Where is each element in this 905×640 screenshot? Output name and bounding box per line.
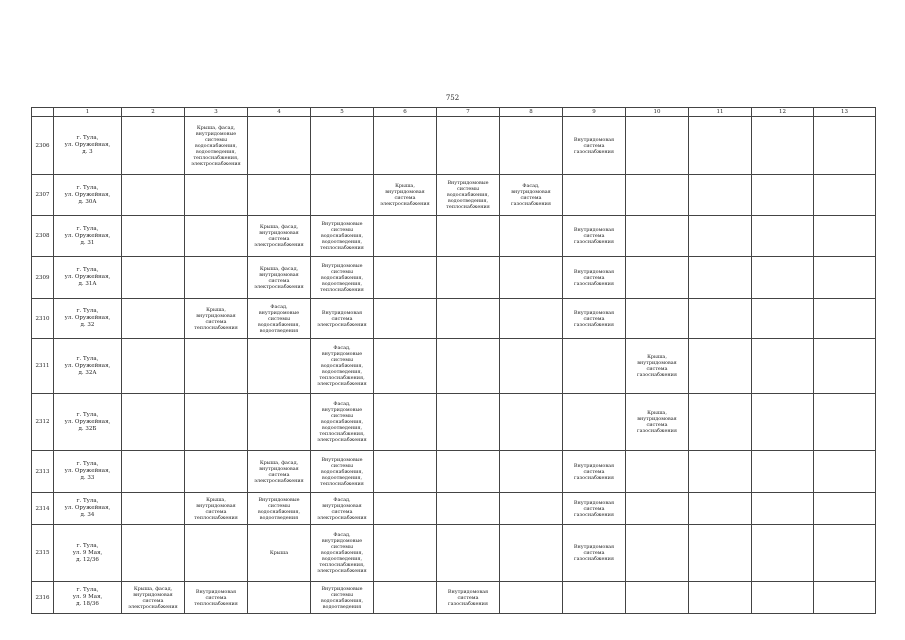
work-type-cell	[374, 493, 437, 525]
address-cell: г. Тула, ул. Оружейная, д. 3	[54, 117, 122, 175]
work-type-cell	[752, 339, 814, 394]
address-cell: г. Тула, ул. Оружейная, д. 32Б	[54, 394, 122, 451]
work-type-cell	[374, 451, 437, 493]
work-type-cell	[500, 257, 563, 299]
work-type-cell	[248, 117, 311, 175]
work-type-cell	[626, 117, 689, 175]
work-type-cell: Внутридомовая система газоснабжения	[563, 451, 626, 493]
work-type-cell	[689, 493, 752, 525]
work-type-cell	[814, 525, 876, 582]
work-type-cell: Внутридомовые системы водоснабжения, водоотведения, теплоснабжения	[311, 257, 374, 299]
work-type-cell	[814, 394, 876, 451]
work-type-cell	[185, 257, 248, 299]
work-type-cell	[752, 394, 814, 451]
work-type-cell	[437, 394, 500, 451]
header-cell-empty	[32, 108, 54, 117]
row-number: 2312	[32, 394, 54, 451]
table-row	[32, 493, 876, 525]
work-type-cell	[626, 175, 689, 216]
table-row	[32, 582, 876, 614]
work-type-cell	[752, 216, 814, 257]
work-type-cell	[626, 525, 689, 582]
work-type-cell: Внутридомовая система газоснабжения	[563, 117, 626, 175]
work-type-cell	[374, 525, 437, 582]
column-header: 6	[374, 108, 437, 117]
work-type-cell: Крыша, фасад, внутридомовая система электроснабжения	[122, 582, 185, 614]
work-type-cell: Внутридомовая система электроснабжения	[311, 299, 374, 339]
work-type-cell	[500, 525, 563, 582]
work-type-cell: Внутридомовая система газоснабжения	[563, 257, 626, 299]
work-type-cell: Фасад, внутридомовые системы водоснабжения, водоотведения, теплоснабжения, электроснабжения	[311, 525, 374, 582]
work-type-cell	[626, 582, 689, 614]
table-row	[32, 394, 876, 451]
work-type-cell	[500, 451, 563, 493]
work-type-cell: Крыша, фасад, внутридомовая система электроснабжения	[248, 451, 311, 493]
work-type-cell	[122, 117, 185, 175]
work-type-cell: Внутридомовая система газоснабжения	[563, 493, 626, 525]
page-number: 752	[445, 94, 460, 102]
row-number: 2307	[32, 175, 54, 216]
work-type-cell: Крыша, внутридомовая система газоснабжения	[626, 339, 689, 394]
row-number: 2309	[32, 257, 54, 299]
work-type-cell	[437, 525, 500, 582]
work-type-cell	[185, 216, 248, 257]
work-type-cell	[500, 117, 563, 175]
work-type-cell	[311, 117, 374, 175]
work-type-cell	[122, 394, 185, 451]
work-type-cell: Внутридомовые системы водоснабжения, водоотведения, теплоснабжения	[437, 175, 500, 216]
work-type-cell	[122, 525, 185, 582]
work-type-cell: Фасад, внутридомовые системы водоснабжения, водоотведения, теплоснабжения, электроснабжения	[311, 339, 374, 394]
work-type-cell	[689, 525, 752, 582]
table-row	[32, 257, 876, 299]
work-type-cell	[626, 216, 689, 257]
work-type-cell	[185, 175, 248, 216]
work-type-cell	[689, 582, 752, 614]
column-header: 5	[311, 108, 374, 117]
work-type-cell	[122, 493, 185, 525]
work-type-cell	[437, 299, 500, 339]
work-type-cell	[374, 257, 437, 299]
address-cell: г. Тула, ул. Оружейная, д. 32	[54, 299, 122, 339]
row-number: 2313	[32, 451, 54, 493]
work-type-cell	[752, 451, 814, 493]
work-type-cell	[689, 257, 752, 299]
work-type-cell	[374, 582, 437, 614]
work-type-cell	[311, 175, 374, 216]
work-type-cell	[689, 175, 752, 216]
work-type-cell	[563, 394, 626, 451]
work-type-cell	[689, 451, 752, 493]
work-type-cell	[185, 451, 248, 493]
work-type-cell: Фасад, внутридомовая система электроснабжения	[311, 493, 374, 525]
work-type-cell	[185, 394, 248, 451]
column-header: 9	[563, 108, 626, 117]
work-type-cell	[814, 175, 876, 216]
header-row	[32, 108, 876, 117]
work-type-cell	[437, 117, 500, 175]
work-type-cell: Внутридомовые системы водоснабжения, водоотведения, теплоснабжения	[311, 451, 374, 493]
work-type-cell: Крыша	[248, 525, 311, 582]
column-header: 2	[122, 108, 185, 117]
work-type-cell: Фасад, внутридомовая система газоснабжения	[500, 175, 563, 216]
column-header: 4	[248, 108, 311, 117]
work-type-cell	[626, 493, 689, 525]
work-type-cell	[563, 175, 626, 216]
address-cell: г. Тула, ул. Оружейная, д. 33	[54, 451, 122, 493]
column-header: 3	[185, 108, 248, 117]
work-type-cell: Крыша, фасад, внутридомовая система электроснабжения	[248, 257, 311, 299]
address-cell: г. Тула, ул. Оружейная, д. 34	[54, 493, 122, 525]
work-type-cell: Крыша, фасад, внутридомовые системы водоснабжения, водоотведения, теплоснабжения, электроснабжения	[185, 117, 248, 175]
work-type-cell	[752, 525, 814, 582]
work-type-cell	[374, 394, 437, 451]
work-type-cell	[689, 216, 752, 257]
work-type-cell: Внутридомовая система газоснабжения	[563, 299, 626, 339]
work-type-cell	[500, 339, 563, 394]
work-type-cell: Внутридомовая система газоснабжения	[563, 216, 626, 257]
table-row	[32, 216, 876, 257]
work-type-cell	[689, 299, 752, 339]
work-type-cell	[752, 117, 814, 175]
work-type-cell	[626, 257, 689, 299]
work-type-cell	[437, 451, 500, 493]
address-cell: г. Тула, ул. Оружейная, д. 30А	[54, 175, 122, 216]
table-row	[32, 525, 876, 582]
work-type-cell	[374, 299, 437, 339]
work-type-cell	[500, 493, 563, 525]
work-type-cell	[563, 339, 626, 394]
work-type-cell	[626, 299, 689, 339]
work-type-cell: Внутридомовая система газоснабжения	[563, 525, 626, 582]
work-type-cell: Внутридомовая система теплоснабжения	[185, 582, 248, 614]
work-type-cell	[122, 299, 185, 339]
column-header: 13	[814, 108, 876, 117]
work-type-cell: Крыша, внутридомовая система теплоснабжения	[185, 493, 248, 525]
work-type-cell	[814, 216, 876, 257]
work-type-cell	[752, 493, 814, 525]
work-type-cell	[374, 216, 437, 257]
work-type-cell	[374, 339, 437, 394]
work-type-cell: Крыша, внутридомовая система теплоснабжения	[185, 299, 248, 339]
work-type-cell: Крыша, фасад, внутридомовая система электроснабжения	[248, 216, 311, 257]
work-type-cell	[437, 257, 500, 299]
work-type-cell: Фасад, внутридомовые системы водоснабжения, водоотведения	[248, 299, 311, 339]
row-number: 2310	[32, 299, 54, 339]
work-type-cell	[437, 339, 500, 394]
work-type-cell	[626, 451, 689, 493]
column-header: 8	[500, 108, 563, 117]
address-cell: г. Тула, ул. Оружейная, д. 31	[54, 216, 122, 257]
work-type-cell	[122, 451, 185, 493]
table-row	[32, 451, 876, 493]
work-type-cell	[437, 493, 500, 525]
work-type-cell	[689, 117, 752, 175]
address-cell: г. Тула, ул. 9 Мая, д. 12/36	[54, 525, 122, 582]
work-type-cell	[752, 582, 814, 614]
row-number: 2306	[32, 117, 54, 175]
work-type-cell	[689, 394, 752, 451]
column-header: 1	[54, 108, 122, 117]
work-type-cell	[122, 257, 185, 299]
table-row	[32, 339, 876, 394]
work-type-cell	[185, 525, 248, 582]
repair-schedule-table	[31, 107, 876, 614]
address-cell: г. Тула, ул. Оружейная, д. 31А	[54, 257, 122, 299]
column-header: 7	[437, 108, 500, 117]
address-cell: г. Тула, ул. Оружейная, д. 32А	[54, 339, 122, 394]
column-header: 12	[752, 108, 814, 117]
work-type-cell	[248, 394, 311, 451]
work-type-cell: Крыша, внутридомовая система газоснабжения	[626, 394, 689, 451]
work-type-cell	[814, 299, 876, 339]
table-row	[32, 299, 876, 339]
work-type-cell	[814, 257, 876, 299]
row-number: 2314	[32, 493, 54, 525]
work-type-cell	[814, 117, 876, 175]
work-type-cell	[563, 582, 626, 614]
work-type-cell	[752, 299, 814, 339]
work-type-cell	[752, 257, 814, 299]
column-header: 11	[689, 108, 752, 117]
work-type-cell	[374, 117, 437, 175]
work-type-cell	[248, 582, 311, 614]
work-type-cell	[814, 493, 876, 525]
work-type-cell: Внутридомовые системы водоснабжения, водоотведения	[248, 493, 311, 525]
row-number: 2308	[32, 216, 54, 257]
work-type-cell: Фасад, внутридомовые системы водоснабжения, водоотведения, теплоснабжения, электроснабжения	[311, 394, 374, 451]
work-type-cell	[248, 175, 311, 216]
row-number: 2315	[32, 525, 54, 582]
address-cell: г. Тула, ул. 9 Мая, д. 18/36	[54, 582, 122, 614]
work-type-cell	[122, 339, 185, 394]
work-type-cell	[814, 339, 876, 394]
work-type-cell	[814, 451, 876, 493]
table-row	[32, 175, 876, 216]
work-type-cell: Внутридомовые системы водоснабжения, водоотведения	[311, 582, 374, 614]
table-row	[32, 117, 876, 175]
work-type-cell	[500, 582, 563, 614]
work-type-cell	[500, 216, 563, 257]
work-type-cell: Внутридомовая система газоснабжения	[437, 582, 500, 614]
work-type-cell	[122, 175, 185, 216]
work-type-cell	[185, 339, 248, 394]
work-type-cell	[122, 216, 185, 257]
row-number: 2311	[32, 339, 54, 394]
work-type-cell	[689, 339, 752, 394]
work-type-cell	[437, 216, 500, 257]
work-type-cell	[752, 175, 814, 216]
work-type-cell	[248, 339, 311, 394]
work-type-cell	[500, 394, 563, 451]
work-type-cell: Крыша, внутридомовая система электроснабжения	[374, 175, 437, 216]
work-type-cell	[500, 299, 563, 339]
work-type-cell: Внутридомовые системы водоснабжения, водоотведения, теплоснабжения	[311, 216, 374, 257]
work-type-cell	[814, 582, 876, 614]
row-number: 2316	[32, 582, 54, 614]
column-header: 10	[626, 108, 689, 117]
